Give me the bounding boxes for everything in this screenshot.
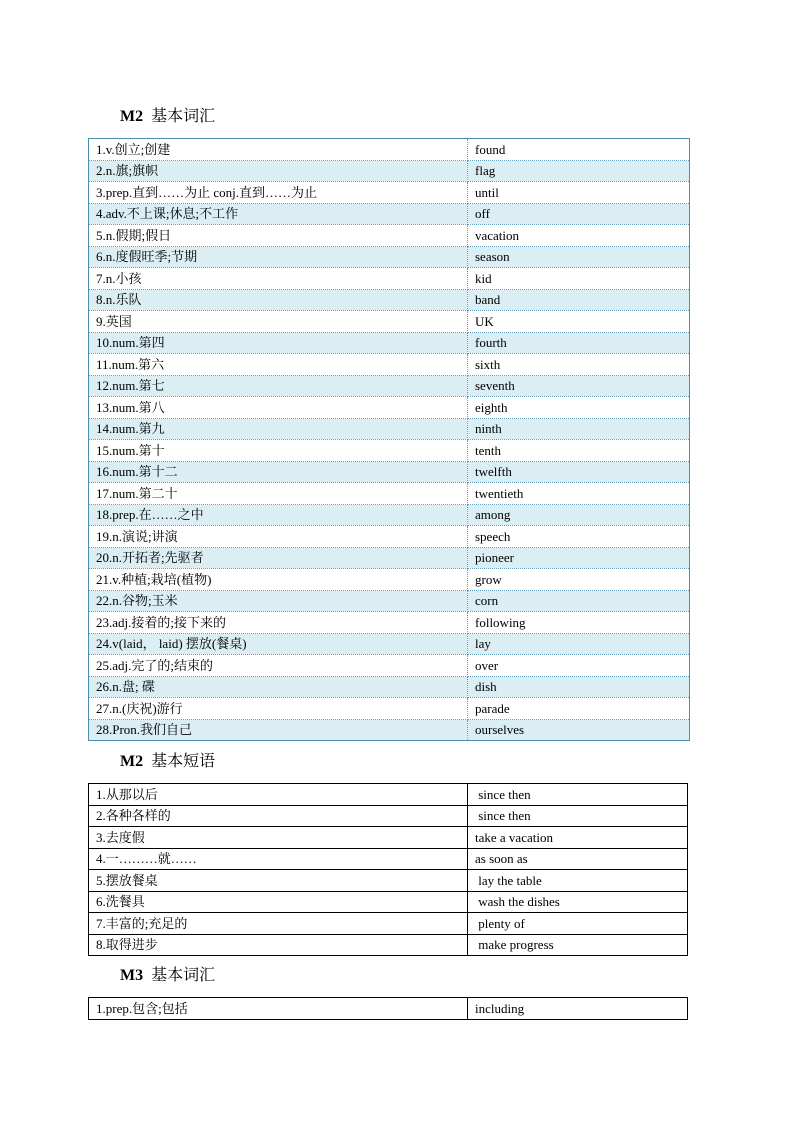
english-word-cell: sixth	[468, 354, 690, 376]
table-row	[89, 268, 690, 290]
english-word-cell: plenty of	[468, 913, 688, 935]
chinese-meaning-cell: 28.Pron.我们自己	[89, 719, 468, 741]
table-row	[89, 375, 690, 397]
section-title: 基本短语	[151, 753, 216, 770]
table-row	[89, 203, 690, 225]
table-row	[89, 440, 690, 462]
chinese-meaning-cell: 5.摆放餐桌	[89, 870, 468, 892]
english-word-cell: eighth	[468, 397, 690, 419]
english-word-cell: twentieth	[468, 483, 690, 505]
english-word-cell: seventh	[468, 375, 690, 397]
english-word-cell: until	[468, 182, 690, 204]
english-word-cell: parade	[468, 698, 690, 720]
english-word-cell: wash the dishes	[468, 891, 688, 913]
table-row	[89, 547, 690, 569]
table-row	[89, 246, 690, 268]
section-heading-m2-phrases	[120, 752, 215, 772]
english-word-cell: make progress	[468, 934, 688, 956]
english-word-cell: tenth	[468, 440, 690, 462]
chinese-meaning-cell: 3.去度假	[89, 827, 468, 849]
chinese-meaning-cell: 27.n.(庆祝)游行	[89, 698, 468, 720]
chinese-meaning-cell: 2.n.旗;旗帜	[89, 160, 468, 182]
english-word-cell: dish	[468, 676, 690, 698]
chinese-meaning-cell: 24.v(laid， laid) 摆放(餐桌)	[89, 633, 468, 655]
chinese-meaning-cell: 10.num.第四	[89, 332, 468, 354]
chinese-meaning-cell: 6.洗餐具	[89, 891, 468, 913]
chinese-meaning-cell: 5.n.假期;假日	[89, 225, 468, 247]
chinese-meaning-cell: 18.prep.在……之中	[89, 504, 468, 526]
section-title: 基本词汇	[151, 967, 216, 984]
english-word-cell: fourth	[468, 332, 690, 354]
english-word-cell: over	[468, 655, 690, 677]
english-word-cell: ninth	[468, 418, 690, 440]
section-heading-m2-vocab	[120, 107, 215, 127]
table-row	[89, 590, 690, 612]
english-word-cell: grow	[468, 569, 690, 591]
english-word-cell: corn	[468, 590, 690, 612]
chinese-meaning-cell: 1.prep.包含;包括	[89, 998, 468, 1020]
english-word-cell: since then	[468, 805, 688, 827]
chinese-meaning-cell: 15.num.第十	[89, 440, 468, 462]
table-row	[89, 827, 688, 849]
english-word-cell: off	[468, 203, 690, 225]
vocab-table-m2	[88, 138, 690, 741]
chinese-meaning-cell: 1.从那以后	[89, 784, 468, 806]
chinese-meaning-cell: 16.num.第十二	[89, 461, 468, 483]
table-row	[89, 655, 690, 677]
english-word-cell: among	[468, 504, 690, 526]
english-word-cell: season	[468, 246, 690, 268]
chinese-meaning-cell: 25.adj.完了的;结束的	[89, 655, 468, 677]
english-word-cell: lay the table	[468, 870, 688, 892]
section-title: 基本词汇	[151, 108, 216, 125]
chinese-meaning-cell: 3.prep.直到……为止 conj.直到……为止	[89, 182, 468, 204]
table-row	[89, 676, 690, 698]
table-row	[89, 569, 690, 591]
table-row	[89, 784, 688, 806]
table-row	[89, 934, 688, 956]
table-row	[89, 891, 688, 913]
english-word-cell: band	[468, 289, 690, 311]
chinese-meaning-cell: 20.n.开拓者;先驱者	[89, 547, 468, 569]
table-row	[89, 397, 690, 419]
table-row	[89, 848, 688, 870]
vocab-table-m3	[88, 997, 688, 1020]
table-row	[89, 504, 690, 526]
section-code: M3	[120, 967, 144, 984]
chinese-meaning-cell: 19.n.演说;讲演	[89, 526, 468, 548]
chinese-meaning-cell: 23.adj.接着的;接下来的	[89, 612, 468, 634]
chinese-meaning-cell: 11.num.第六	[89, 354, 468, 376]
chinese-meaning-cell: 6.n.度假旺季;节期	[89, 246, 468, 268]
chinese-meaning-cell: 9.英国	[89, 311, 468, 333]
table-row	[89, 998, 688, 1020]
chinese-meaning-cell: 26.n.盘; 碟	[89, 676, 468, 698]
chinese-meaning-cell: 17.num.第二十	[89, 483, 468, 505]
table-row	[89, 805, 688, 827]
chinese-meaning-cell: 12.num.第七	[89, 375, 468, 397]
table-row	[89, 719, 690, 741]
english-word-cell: following	[468, 612, 690, 634]
chinese-meaning-cell: 14.num.第九	[89, 418, 468, 440]
chinese-meaning-cell: 4.adv.不上课;休息;不工作	[89, 203, 468, 225]
table-row	[89, 461, 690, 483]
table-row	[89, 160, 690, 182]
english-word-cell: flag	[468, 160, 690, 182]
english-word-cell: take a vacation	[468, 827, 688, 849]
english-word-cell: speech	[468, 526, 690, 548]
english-word-cell: found	[468, 139, 690, 161]
chinese-meaning-cell: 8.取得进步	[89, 934, 468, 956]
chinese-meaning-cell: 1.v.创立;创建	[89, 139, 468, 161]
table-row	[89, 225, 690, 247]
english-word-cell: vacation	[468, 225, 690, 247]
section-code: M2	[120, 753, 144, 770]
chinese-meaning-cell: 13.num.第八	[89, 397, 468, 419]
chinese-meaning-cell: 21.v.种植;栽培(植物)	[89, 569, 468, 591]
table-row	[89, 870, 688, 892]
section-heading-m3-vocab	[120, 966, 215, 986]
chinese-meaning-cell: 8.n.乐队	[89, 289, 468, 311]
chinese-meaning-cell: 7.n.小孩	[89, 268, 468, 290]
table-row	[89, 139, 690, 161]
phrase-table-m2	[88, 783, 688, 956]
table-row	[89, 418, 690, 440]
chinese-meaning-cell: 7.丰富的;充足的	[89, 913, 468, 935]
english-word-cell: ourselves	[468, 719, 690, 741]
table-row	[89, 332, 690, 354]
table-row	[89, 354, 690, 376]
english-word-cell: including	[468, 998, 688, 1020]
english-word-cell: as soon as	[468, 848, 688, 870]
english-word-cell: kid	[468, 268, 690, 290]
table-row	[89, 483, 690, 505]
table-row	[89, 698, 690, 720]
table-row	[89, 182, 690, 204]
table-row	[89, 311, 690, 333]
chinese-meaning-cell: 22.n.谷物;玉米	[89, 590, 468, 612]
section-code: M2	[120, 108, 144, 125]
table-row	[89, 526, 690, 548]
chinese-meaning-cell: 4.一………就……	[89, 848, 468, 870]
table-row	[89, 289, 690, 311]
english-word-cell: lay	[468, 633, 690, 655]
table-row	[89, 913, 688, 935]
english-word-cell: UK	[468, 311, 690, 333]
english-word-cell: pioneer	[468, 547, 690, 569]
table-row	[89, 633, 690, 655]
english-word-cell: since then	[468, 784, 688, 806]
chinese-meaning-cell: 2.各种各样的	[89, 805, 468, 827]
english-word-cell: twelfth	[468, 461, 690, 483]
table-row	[89, 612, 690, 634]
